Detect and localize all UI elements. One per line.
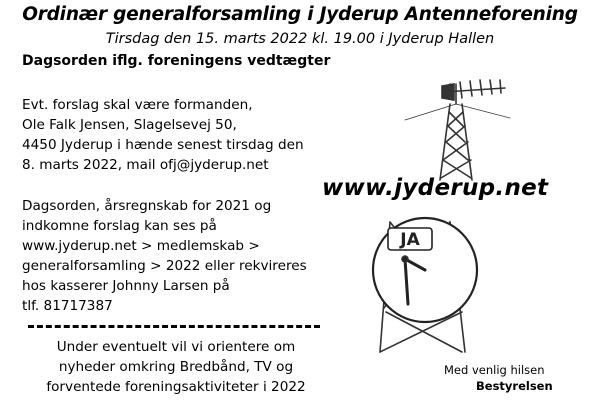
proposal-paragraph (22, 95, 304, 175)
paragraph-line: tlf. 81717387 (22, 298, 113, 314)
paragraph-line: 4450 Jyderup i hænde senest tirsdag den (22, 137, 304, 153)
signature: Bestyrelsen (476, 379, 553, 393)
page-title: Ordinær generalforsamling i Jyderup Antenneforening (22, 4, 578, 25)
event-subtitle: Tirsdag den 15. marts 2022 kl. 19.00 i Jyderup Hallen (105, 31, 495, 47)
antenna-mast-icon (400, 60, 600, 185)
paragraph-line: Ole Falk Jensen, Slagelsevej 50, (22, 117, 237, 133)
agenda-heading: Dagsorden iflg. foreningens vedtægter (22, 53, 331, 69)
website-url: www.jyderup.net (322, 175, 549, 201)
paragraph-line: hos kasserer Johnny Larsen på (22, 278, 230, 294)
logo-monogram: JA (400, 230, 420, 250)
news-paragraph (26, 337, 326, 397)
dashed-divider (28, 325, 320, 328)
paragraph-line: Dagsorden, årsregnskab for 2021 og (22, 198, 272, 214)
paragraph-line: nyheder omkring Bredbånd, TV og (58, 359, 294, 375)
clock-logo-icon (350, 212, 520, 357)
paragraph-line: Evt. forslag skal være formanden, (22, 97, 253, 113)
paragraph-line: 8. marts 2022, mail ofj@jyderup.net (22, 157, 269, 173)
documents-paragraph (22, 196, 307, 316)
paragraph-line: www.jyderup.net > medlemskab > (22, 238, 260, 254)
paragraph-line: forventede foreningsaktiviteter i 2022 (46, 379, 306, 395)
paragraph-line: generalforsamling > 2022 eller rekvireres (22, 258, 307, 274)
paragraph-line: indkomne forslag kan ses på (22, 218, 217, 234)
paragraph-line: Under eventuelt vil vi orientere om (56, 339, 296, 355)
closing-greeting: Med venlig hilsen (444, 363, 545, 377)
